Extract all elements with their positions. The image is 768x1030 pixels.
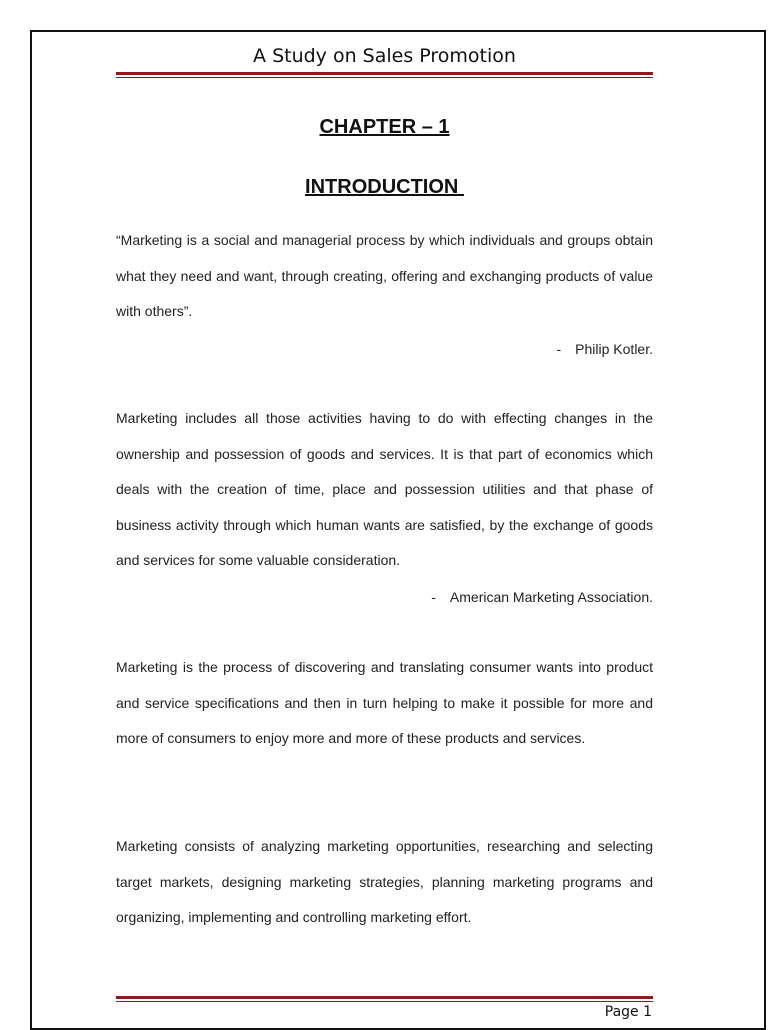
attribution-kotler <box>116 341 653 357</box>
attribution-name: American Marketing Association. <box>449 589 653 605</box>
paragraph-ama-definition: Marketing includes all those activities having to do with effecting changes in the ownership and possession of goods and services. It is that part of economics which deals with the creation of time, place and possession utilities and that phase of business activity through which human wants are satisfied, by the exchange of goods and services for some valuable consideration. <box>116 410 653 568</box>
paragraph-kotler-quote: “Marketing is a social and managerial process by which individuals and groups obtain what they need and want, through creating, offering and exchanging products of value with others”. <box>116 232 653 319</box>
paragraph-marketing-effort: Marketing consists of analyzing marketing opportunities, researching and selecting target markets, designing marketing strategies, planning marketing programs and organizing, implementing and controlling marketing effort. <box>116 838 653 925</box>
attribution-dash: - <box>556 341 562 357</box>
running-header-title: A Study on Sales Promotion <box>253 45 516 67</box>
attribution-name: Philip Kotler. <box>575 341 653 357</box>
page-number: Page 1 <box>604 1004 652 1020</box>
paragraph-process-definition: Marketing is the process of discovering and translating consumer wants into product and service specifications and then in turn helping to make it possible for more and more of consumers to enjoy more and more of these products and services. <box>116 659 653 746</box>
section-title: INTRODUCTION <box>305 176 464 198</box>
attribution-dash: - <box>431 589 436 605</box>
header-divider <box>116 72 653 78</box>
chapter-heading: CHAPTER – 1 <box>319 116 450 138</box>
footer-divider <box>116 996 653 1002</box>
attribution-ama <box>116 589 653 605</box>
